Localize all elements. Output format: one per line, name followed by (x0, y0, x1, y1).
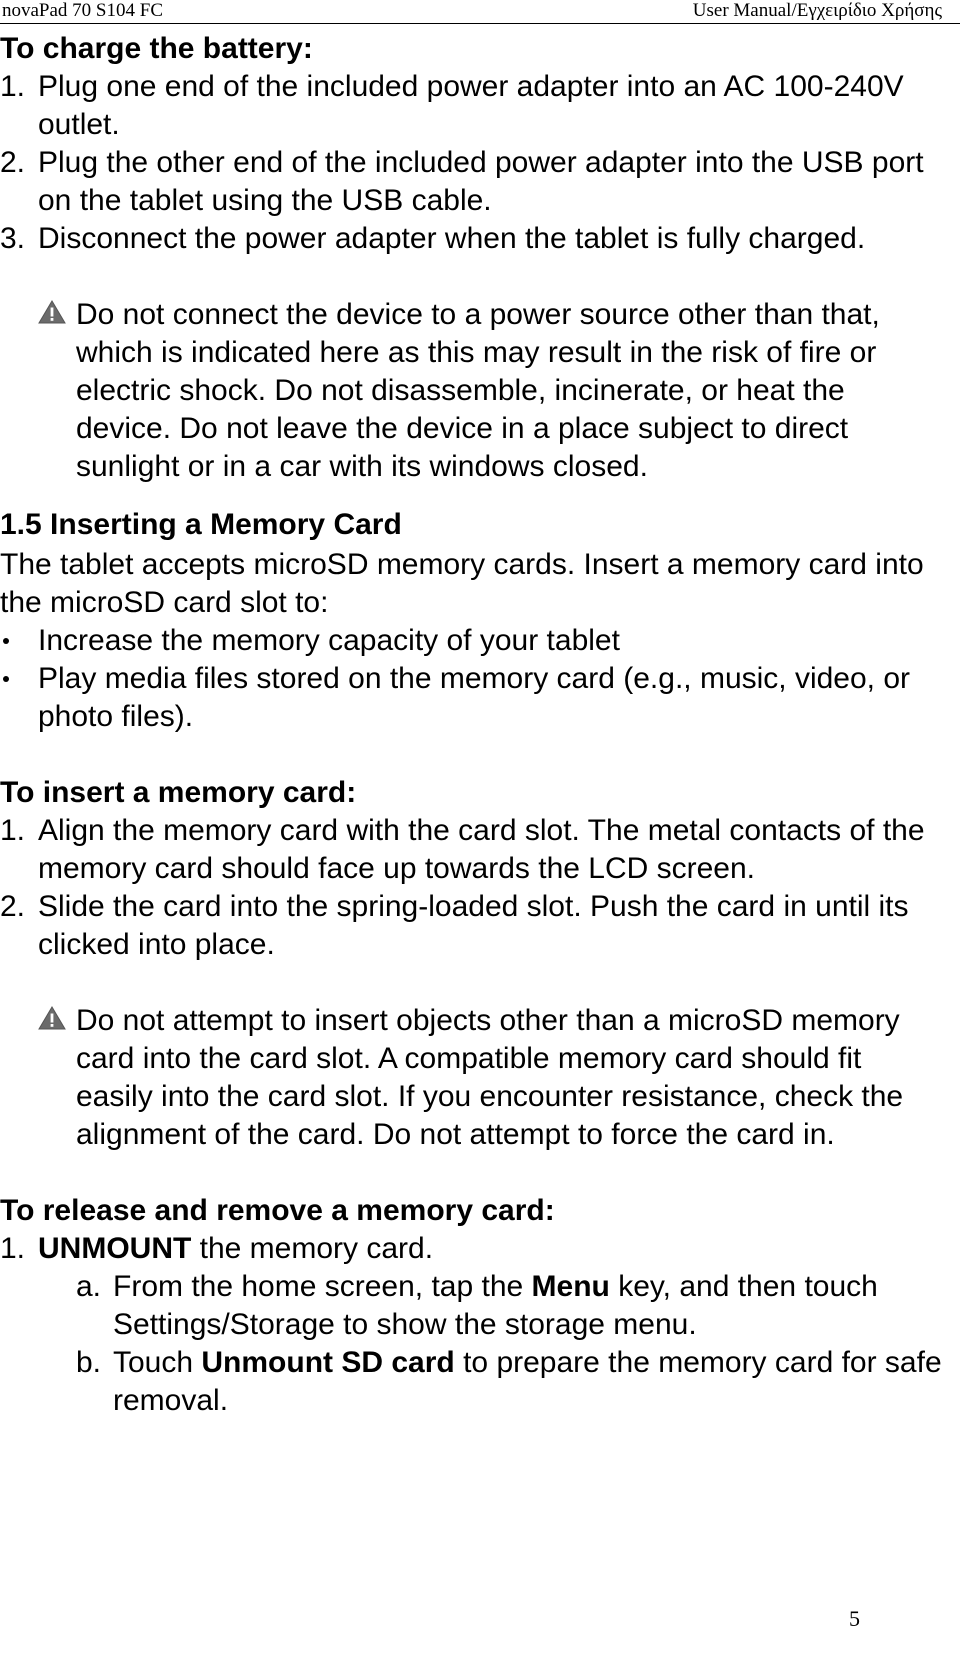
list-item (0, 660, 960, 736)
release-steps (0, 1230, 960, 1268)
list-item (0, 68, 960, 144)
list-item (0, 812, 960, 888)
warning-text: Do not attempt to insert objects other than a microSD memory card into the card slot. A compatible memory card should fit easily into the card slot. If you encounter resistance, check the alignment of the card. Do not attempt to force the card in. (76, 1004, 904, 1151)
bullet-text: Increase the memory capacity of your tablet (38, 624, 620, 657)
step-number: 1. (0, 70, 26, 103)
step-text: Plug one end of the included power adapter into an AC 100-240V outlet. (38, 70, 904, 141)
substep-letter: a. (76, 1270, 102, 1303)
charge-warning (0, 296, 960, 486)
step-number: 2. (0, 890, 26, 923)
list-item (0, 144, 960, 220)
list-item (0, 888, 960, 964)
section-intro: The tablet accepts microSD memory cards. Insert a memory card into the microSD card slot to: (0, 548, 924, 619)
release-heading: To release and remove a memory card: (0, 1194, 555, 1227)
header-manual-title: User Manual/Εγχειρίδιο Χρήσης (692, 0, 942, 21)
menu-keyword: Menu (531, 1270, 610, 1303)
step-text: Plug the other end of the included power adapter into the USB port on the tablet using the USB cable. (38, 146, 924, 217)
release-substeps (0, 1268, 960, 1420)
list-item (0, 1230, 960, 1268)
warning-text: Do not connect the device to a power source other than that, which is indicated here as this may result in the risk of fire or electric shock. Do not disassemble, incinerate, or heat the device. Do not leave the device in a place subject to direct sunlight or in a car with its windows closed. (76, 298, 880, 483)
page-number: 5 (849, 1606, 860, 1631)
step-text: the memory card. (191, 1232, 434, 1265)
bullet-text: Play media files stored on the memory card (e.g., music, video, or photo files). (38, 662, 911, 733)
section-bullets (0, 622, 960, 736)
warning-icon (38, 300, 66, 324)
header-model: novaPad 70 S104 FC (2, 0, 163, 21)
substep-text: From the home screen, tap the (113, 1270, 532, 1303)
insert-heading: To insert a memory card: (0, 776, 357, 809)
list-item (0, 220, 960, 258)
substep-text: to prepare the memory card for safe removal. (113, 1346, 942, 1417)
step-number: 1. (0, 1232, 26, 1265)
step-number: 3. (0, 222, 26, 255)
warning-icon (38, 1006, 66, 1030)
section-heading: 1.5 Inserting a Memory Card (0, 508, 402, 541)
substep-letter: b. (76, 1346, 102, 1379)
charge-heading: To charge the battery: (0, 32, 313, 65)
charge-steps (0, 68, 960, 258)
list-item (0, 622, 960, 660)
header-rule (0, 23, 960, 24)
list-item (0, 1344, 960, 1420)
substep-text: Touch (113, 1346, 202, 1379)
step-text: Slide the card into the spring-loaded slot. Push the card in until its clicked into place. (38, 890, 909, 961)
bullet-dot (3, 638, 9, 644)
insert-steps (0, 812, 960, 964)
step-text: Align the memory card with the card slot. The metal contacts of the memory card should face up towards the LCD screen. (38, 814, 925, 885)
step-number: 2. (0, 146, 26, 179)
step-text: Disconnect the power adapter when the tablet is fully charged. (38, 222, 866, 255)
page-header (0, 0, 960, 24)
step-number: 1. (0, 814, 26, 847)
unmount-keyword: UNMOUNT (38, 1232, 192, 1265)
list-item (0, 1268, 960, 1344)
unmount-sd-keyword: Unmount SD card (201, 1346, 455, 1379)
insert-warning (0, 1002, 960, 1154)
page-content (0, 30, 960, 1420)
bullet-dot (3, 676, 9, 682)
substep-text: key, and then touch Settings/Storage to show the storage menu. (113, 1270, 878, 1341)
